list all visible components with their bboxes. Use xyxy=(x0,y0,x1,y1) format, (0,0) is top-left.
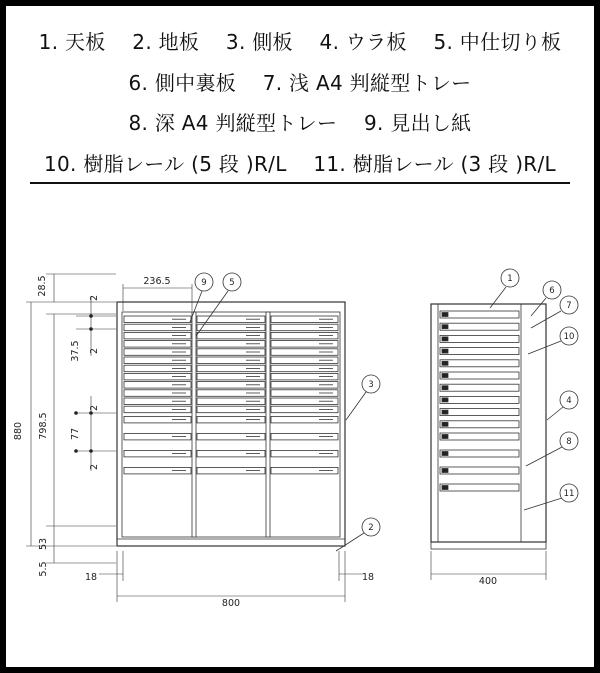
legend-item-side-middle-back: 6. 側中裏板 xyxy=(128,71,237,95)
callout-label-5: 5 xyxy=(229,278,235,288)
legend-item-rail-5: 10. 樹脂レール (5 段 )R/L xyxy=(44,152,287,176)
tray-side-handle xyxy=(442,386,448,390)
callout-label-8: 8 xyxy=(566,437,572,447)
tray-side-handle xyxy=(442,361,448,365)
tray-side-handle xyxy=(442,398,448,402)
side-tray-rows xyxy=(440,311,519,491)
dim-deep-pitch: 77 xyxy=(70,427,81,441)
legend-item-rail-3: 11. 樹脂レール (3 段 )R/L xyxy=(313,152,556,176)
front-view xyxy=(117,302,345,546)
front-callouts xyxy=(190,273,380,551)
dim-gap-top: 2 xyxy=(89,294,100,302)
partitions xyxy=(192,312,270,537)
tray-side xyxy=(440,484,519,491)
tray-side xyxy=(440,372,519,379)
tray-side-handle xyxy=(442,349,448,353)
legend-item-top-board: 1. 天板 xyxy=(38,30,106,54)
tray-side-handle xyxy=(442,452,448,456)
legend-item-back-board: 4. ウラ板 xyxy=(319,30,407,54)
tray-side-handle xyxy=(442,410,448,414)
dim-total-width: 800 xyxy=(221,598,241,609)
dim-gap-deep: 2 xyxy=(89,463,100,471)
legend-item-shallow-tray: 7. 浅 A4 判縦型トレー xyxy=(262,71,472,95)
callout-label-4: 4 xyxy=(566,396,572,406)
technical-drawing xyxy=(6,6,594,667)
legend-item-side-board: 3. 側板 xyxy=(225,30,293,54)
legend-item-bottom-board: 2. 地板 xyxy=(132,30,200,54)
tray-side xyxy=(440,396,519,403)
tray-side xyxy=(440,450,519,457)
side-base xyxy=(431,542,546,549)
tray-side-handle xyxy=(442,325,448,329)
tray-side-handle xyxy=(442,337,448,341)
callout-label-1: 1 xyxy=(507,274,513,284)
tray-side-handle xyxy=(442,486,448,490)
dim-side-left: 18 xyxy=(84,572,98,583)
dim-side-right: 18 xyxy=(361,572,375,583)
dim-total-height: 880 xyxy=(13,421,24,441)
dim-tray-pitch: 37.5 xyxy=(70,340,81,362)
tray-side xyxy=(440,360,519,367)
tray-side xyxy=(440,433,519,440)
callout-label-3: 3 xyxy=(368,380,374,390)
dim-top-offset: 28.5 xyxy=(37,275,48,297)
callout-label-7: 7 xyxy=(566,301,572,311)
callout-label-2: 2 xyxy=(368,523,374,533)
callout-label-9: 9 xyxy=(201,278,207,288)
tray-side xyxy=(440,311,519,318)
dim-inner-height: 798.5 xyxy=(38,412,49,440)
tray-side xyxy=(440,335,519,342)
dim-depth: 400 xyxy=(478,576,498,587)
callout-label-10: 10 xyxy=(563,332,575,342)
legend-item-deep-tray: 8. 深 A4 判縦型トレー xyxy=(128,111,338,135)
drawing-sheet xyxy=(6,6,594,667)
dim-bay-width: 236.5 xyxy=(143,276,171,287)
callout-label-6: 6 xyxy=(549,286,555,296)
tray-side xyxy=(440,467,519,474)
legend-item-index-label: 9. 見出し紙 xyxy=(363,111,472,135)
dim-base-height: 53 xyxy=(38,537,49,551)
side-view xyxy=(431,304,546,549)
tray-side xyxy=(440,409,519,416)
cabinet-inner-frame xyxy=(122,312,340,537)
tray-side-handle xyxy=(442,313,448,317)
legend-item-partition: 5. 中仕切り板 xyxy=(433,30,562,54)
tray-side xyxy=(440,421,519,428)
front-tray-rows xyxy=(124,316,338,474)
tray-side-handle xyxy=(442,469,448,473)
tray-side xyxy=(440,323,519,330)
dim-foot-height: 5.5 xyxy=(38,561,49,577)
tray-side-handle xyxy=(442,435,448,439)
tray-side xyxy=(440,348,519,355)
tray-side xyxy=(440,384,519,391)
dim-gap-mid: 2 xyxy=(89,404,100,412)
callout-label-11: 11 xyxy=(563,489,575,499)
dim-gap-shallow: 2 xyxy=(89,347,100,355)
tray-side-handle xyxy=(442,374,448,378)
tray-side-handle xyxy=(442,422,448,426)
